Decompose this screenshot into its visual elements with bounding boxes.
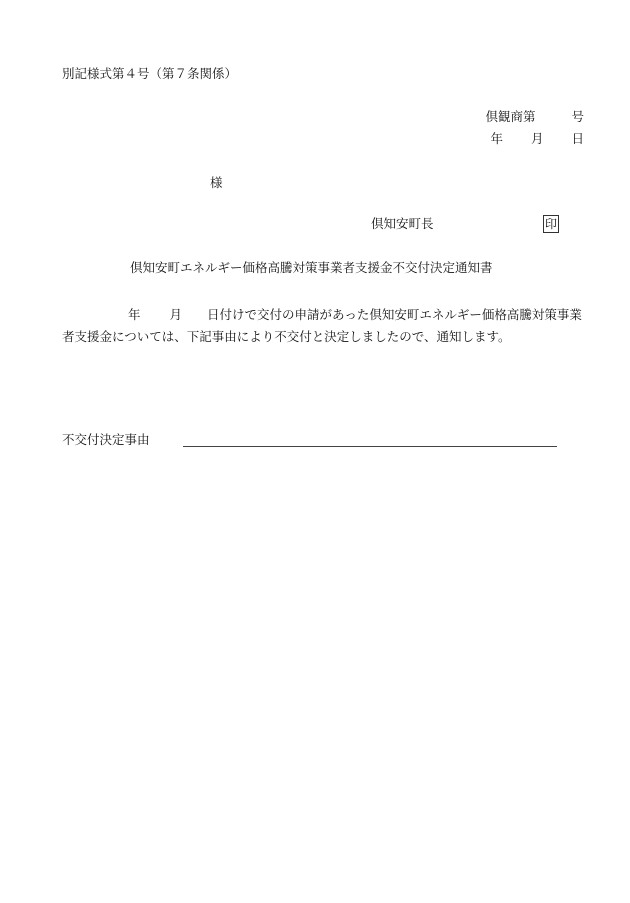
date-day: 日 (571, 131, 584, 146)
date-year: 年 (490, 131, 503, 146)
form-number-label: 別記様式第４号（第７条関係） (62, 66, 238, 81)
body-month: 月 (169, 307, 183, 322)
reference-suffix: 号 (571, 109, 584, 124)
issuer-name: 倶知安町長 (371, 216, 434, 231)
notice-body (62, 304, 587, 348)
reference-prefix: 倶観商第 (485, 109, 536, 124)
addressee-honorific: 様 (210, 175, 223, 190)
body-year: 年 (128, 307, 141, 322)
seal-stamp: 印 (545, 217, 558, 231)
body-sentence: 日付けで交付の申請があった倶知安町エネルギー価格高騰対策事業者支援金については、下記事由により不交付と決定しましたので、通知します。 (62, 307, 582, 344)
document-title: 倶知安町エネルギー価格高騰対策事業者支援金不交付決定通知書 (130, 260, 493, 275)
date-month: 月 (530, 131, 544, 146)
reason-fill-line (183, 446, 557, 447)
issue-date (490, 133, 584, 146)
reference-number (485, 111, 584, 124)
reason-label: 不交付決定事由 (62, 432, 150, 447)
